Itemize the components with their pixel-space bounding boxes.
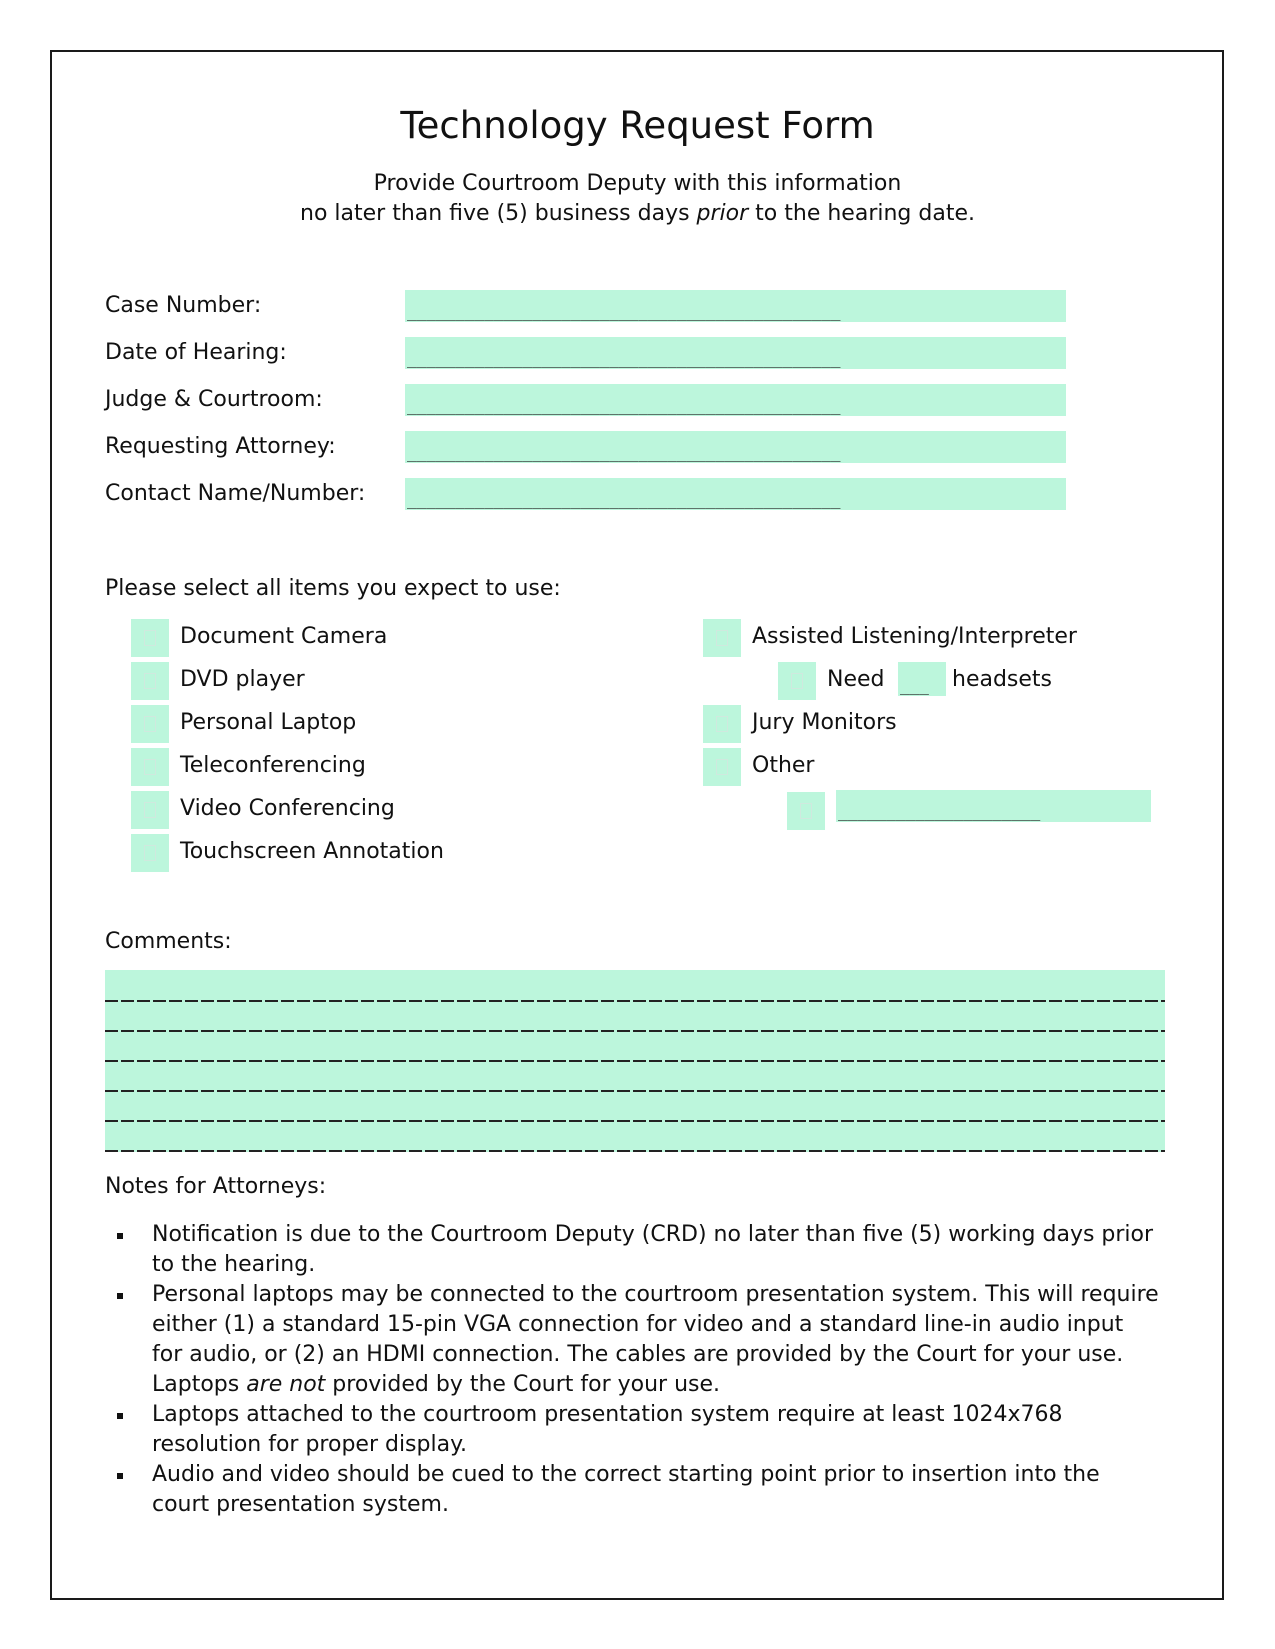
need-label: Need [827, 667, 885, 692]
subtitle-emphasis: prior [696, 201, 749, 226]
note-item [110, 1220, 1160, 1280]
comment-line [105, 1060, 1165, 1062]
note-text: Laptops attached to the courtroom presentation system require at least 1024x768 resolution for proper display. [152, 1402, 1063, 1457]
requesting-attorney-blank: _____________________________________________ [407, 443, 841, 462]
subtitle-line-2 [0, 201, 1275, 226]
video-conferencing-checkbox[interactable] [131, 791, 169, 829]
subtitle-pre: no later than five (5) business days [300, 201, 697, 226]
case-number-label: Case Number: [105, 293, 262, 318]
comments-textarea[interactable] [105, 970, 1165, 1152]
judge-courtroom-blank: _____________________________________________ [407, 396, 841, 415]
document-camera-label: Document Camera [180, 624, 388, 649]
other-label: Other [752, 753, 815, 778]
case-number-field[interactable] [405, 290, 1066, 322]
contact-name-number-blank: _____________________________________________ [407, 490, 841, 509]
dvd-player-checkbox[interactable] [131, 662, 169, 700]
select-prompt: Please select all items you expect to use: [105, 576, 561, 601]
bullet-icon [117, 1233, 123, 1239]
other-checkbox[interactable] [703, 748, 741, 786]
teleconferencing-checkbox[interactable] [131, 748, 169, 786]
jury-monitors-checkbox[interactable] [703, 705, 741, 743]
judge-courtroom-field[interactable] [405, 384, 1066, 416]
date-of-hearing-blank: _____________________________________________ [407, 349, 841, 368]
contact-name-number-field[interactable] [405, 478, 1066, 510]
note-emphasis: are not [246, 1372, 326, 1397]
other-specify-field[interactable] [836, 790, 1151, 822]
other-specify-checkbox[interactable] [787, 792, 825, 830]
dvd-player-label: DVD player [180, 667, 305, 692]
comment-line [105, 1120, 1165, 1122]
form-title: Technology Request Form [400, 104, 875, 147]
requesting-attorney-label: Requesting Attorney: [105, 434, 336, 459]
comment-line [105, 1150, 1165, 1152]
case-number-blank: _____________________________________________ [407, 302, 841, 321]
judge-courtroom-label: Judge & Courtroom: [105, 387, 323, 412]
notes-list [110, 1220, 1160, 1520]
contact-name-number-label: Contact Name/Number: [105, 481, 366, 506]
comment-line [105, 1030, 1165, 1032]
date-of-hearing-label: Date of Hearing: [105, 340, 287, 365]
personal-laptop-label: Personal Laptop [180, 710, 357, 735]
notes-label: Notes for Attorneys: [105, 1174, 327, 1199]
note-text: Notification is due to the Courtroom Deputy (CRD) no later than five (5) working days prior to the hearing. [152, 1222, 1154, 1277]
assisted-listening-checkbox[interactable] [703, 619, 741, 657]
bullet-icon [117, 1293, 123, 1299]
comment-line [105, 1090, 1165, 1092]
headset-count-field[interactable] [898, 662, 946, 696]
teleconferencing-label: Teleconferencing [180, 753, 366, 778]
jury-monitors-label: Jury Monitors [752, 710, 897, 735]
document-camera-checkbox[interactable] [131, 619, 169, 657]
personal-laptop-checkbox[interactable] [131, 705, 169, 743]
bullet-icon [117, 1413, 123, 1419]
note-item [110, 1460, 1160, 1520]
video-conferencing-label: Video Conferencing [180, 796, 395, 821]
touchscreen-annotation-label: Touchscreen Annotation [180, 839, 444, 864]
note-item [110, 1280, 1160, 1400]
requesting-attorney-field[interactable] [405, 431, 1066, 463]
headsets-label: headsets [952, 667, 1053, 692]
subtitle-line-1: Provide Courtroom Deputy with this information [373, 171, 902, 196]
bullet-icon [117, 1473, 123, 1479]
note-text: Audio and video should be cued to the correct starting point prior to insertion into the court presentation system. [152, 1462, 1100, 1517]
need-headsets-checkbox[interactable] [778, 662, 816, 700]
date-of-hearing-field[interactable] [405, 337, 1066, 369]
comments-label: Comments: [105, 929, 232, 954]
comment-line [105, 1000, 1165, 1002]
note-item [110, 1400, 1160, 1460]
note-text: Personal laptops may be connected to the courtroom presentation system. This will require either (1) a standard 15-pin VGA connection for video and a standard line-in audio input for audio, or (2) an HDMI connection. The cables are provided by the Court for your use. Laptops [152, 1282, 1159, 1397]
other-specify-blank: _____________________ [838, 802, 1041, 821]
touchscreen-annotation-checkbox[interactable] [131, 834, 169, 872]
note-text-end: provided by the Court for your use. [325, 1372, 721, 1397]
headset-count-blank: ___ [900, 676, 929, 695]
subtitle-post: to the hearing date. [748, 201, 975, 226]
assisted-listening-label: Assisted Listening/Interpreter [752, 624, 1077, 649]
